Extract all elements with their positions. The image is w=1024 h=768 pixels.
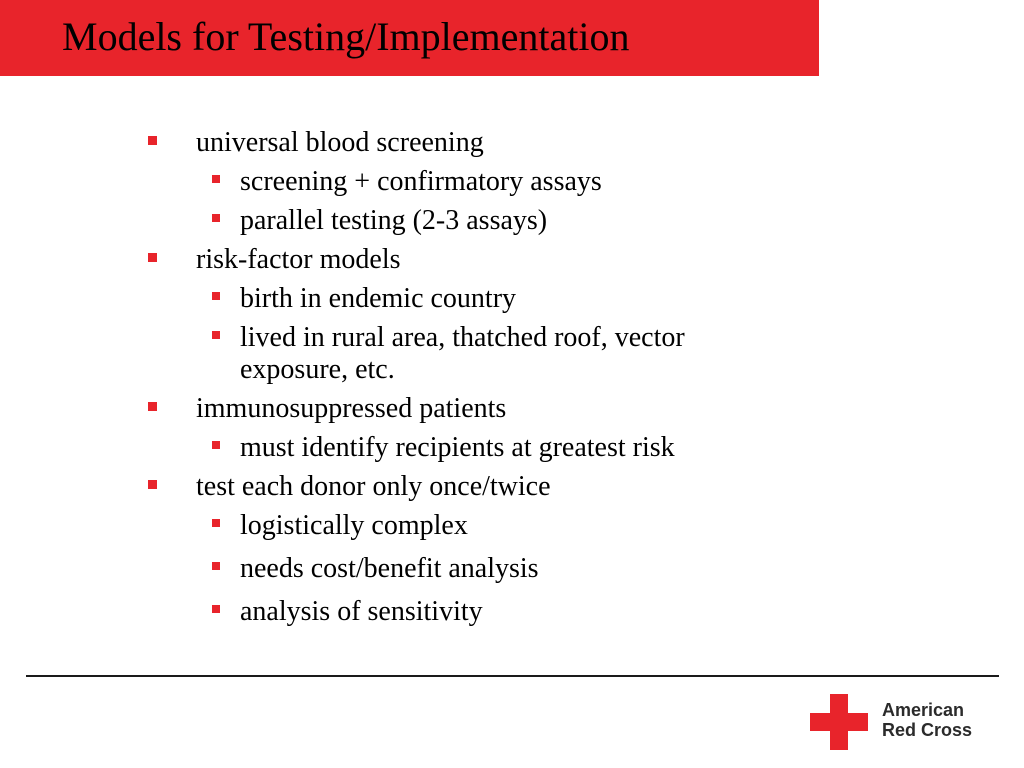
- sub-bullet-text: parallel testing (2-3 assays): [240, 205, 548, 236]
- bullet-square-icon: [212, 292, 220, 300]
- bullet-square-icon: [212, 331, 220, 339]
- bullet-square-icon: [148, 402, 157, 411]
- bullet-square-icon: [212, 605, 220, 613]
- sub-bullet-text: must identify recipients at greatest risk: [240, 432, 675, 463]
- sub-bullet-text: birth in endemic country: [240, 283, 517, 314]
- sub-bullet-text: lived in rural area, thatched roof, vector: [240, 322, 685, 353]
- bullet-square-icon: [212, 562, 220, 570]
- sub-bullet-text: needs cost/benefit analysis: [240, 553, 539, 584]
- bullet-square-icon: [212, 441, 220, 449]
- sub-bullet-text: analysis of sensitivity: [240, 596, 483, 627]
- bullet-square-icon: [212, 175, 220, 183]
- red-cross-logo: [810, 694, 990, 754]
- footer-divider: [26, 675, 999, 677]
- bullet-text: risk-factor models: [196, 244, 401, 275]
- sub-bullet-text: logistically complex: [240, 510, 468, 541]
- logo-wordmark: [882, 700, 972, 740]
- logo-line-2: Red Cross: [882, 720, 973, 740]
- bullet-text: test each donor only once/twice: [196, 471, 551, 502]
- bullet-text: universal blood screening: [196, 127, 484, 158]
- bullet-text: immunosuppressed patients: [196, 393, 507, 424]
- sub-bullet-text: screening + confirmatory assays: [240, 166, 602, 197]
- logo-line-1: American: [882, 700, 965, 720]
- bullet-square-icon: [148, 253, 157, 262]
- bullet-square-icon: [148, 480, 157, 489]
- red-cross-icon: [810, 694, 868, 750]
- bullet-square-icon: [212, 519, 220, 527]
- slide-title: Models for Testing/Implementation: [62, 14, 630, 59]
- sub-bullet-text-continuation: exposure, etc.: [240, 354, 395, 385]
- bullet-square-icon: [148, 136, 157, 145]
- bullet-square-icon: [212, 214, 220, 222]
